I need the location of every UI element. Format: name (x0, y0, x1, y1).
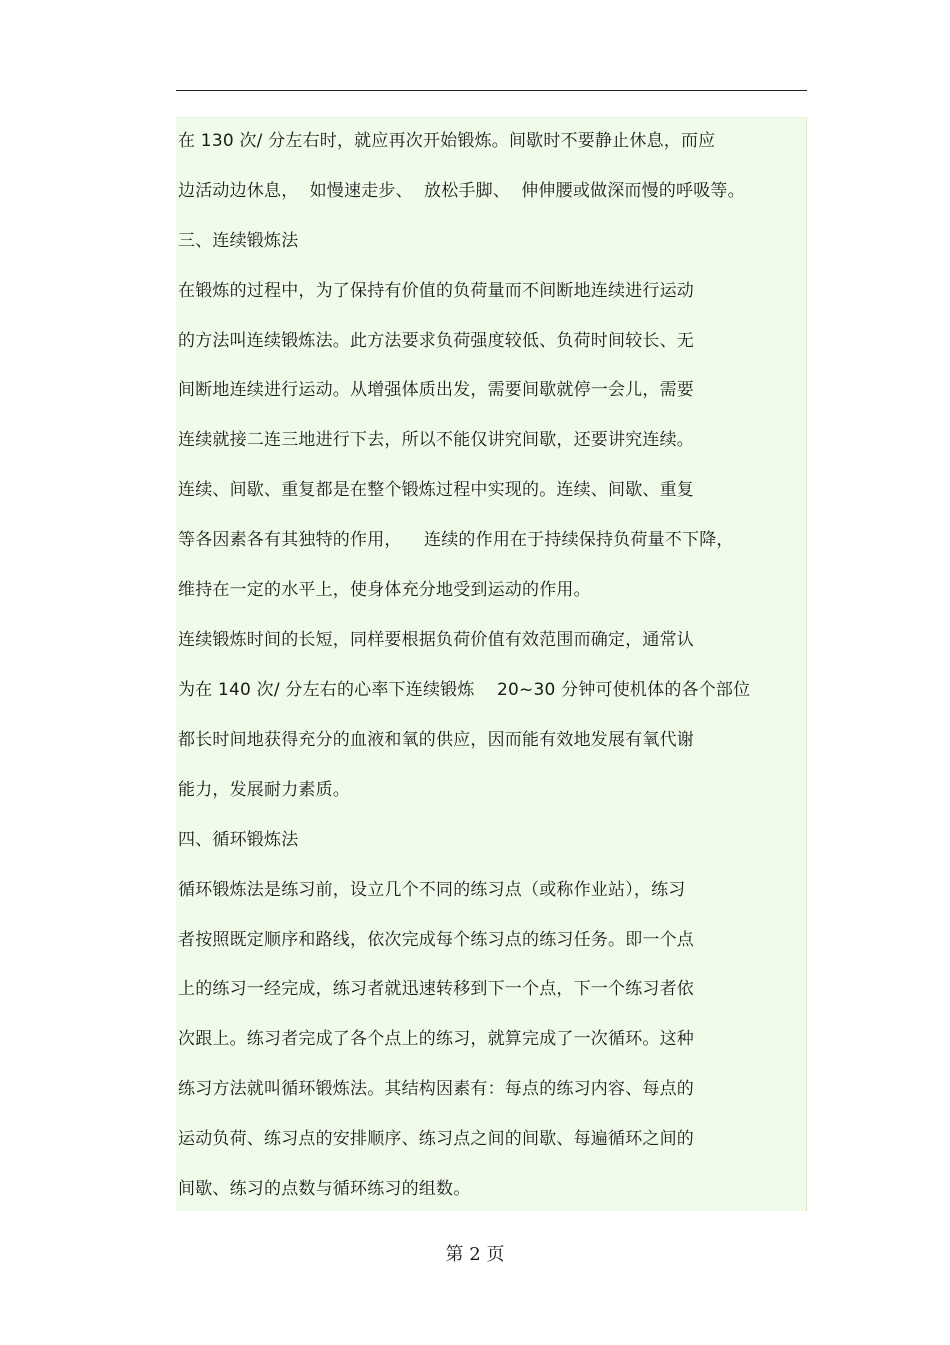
page-number: 第 2 页 (445, 1244, 505, 1265)
paragraph-line: 运动负荷、练习点的安排顺序、练习点之间的间歇、每遍循环之间的 (178, 1129, 694, 1149)
section-heading: 四、循环锻炼法 (178, 830, 299, 850)
paragraph-line: 者按照既定顺序和路线，依次完成每个练习点的练习任务。即一个点 (178, 930, 694, 950)
paragraph-line: 在 130 次/ 分左右时，就应再次开始锻炼。间歇时不要静止休息，而应 (178, 131, 716, 151)
paragraph-line: 都长时间地获得充分的血液和氧的供应，因而能有效地发展有氧代谢 (178, 730, 694, 750)
paragraph-line: 连续、间歇、重复都是在整个锻炼过程中实现的。连续、间歇、重复 (178, 480, 694, 500)
paragraph-line: 间歇、练习的点数与循环练习的组数。 (178, 1179, 471, 1199)
paragraph-line: 能力，发展耐力素质。 (178, 780, 350, 800)
paragraph-line: 循环锻炼法是练习前，设立几个不同的练习点（或称作业站），练习 (178, 880, 686, 900)
paragraph-line: 的方法叫连续锻炼法。此方法要求负荷强度较低、负荷时间较长、无 (178, 331, 694, 351)
paragraph-line: 上的练习一经完成，练习者就迅速转移到下一个点，下一个练习者依 (178, 979, 694, 999)
paragraph-line: 间断地连续进行运动。从增强体质出发，需要间歇就停一会儿，需要 (178, 380, 694, 400)
header-rule (176, 90, 807, 91)
paragraph-line: 次跟上。练习者完成了各个点上的练习，就算完成了一次循环。这种 (178, 1029, 694, 1049)
paragraph-line: 等各因素各有其独特的作用， 连续的作用在于持续保持负荷量不下降， (178, 530, 734, 550)
paragraph-line: 连续就接二连三地进行下去，所以不能仅讲究间歇，还要讲究连续。 (178, 430, 694, 450)
paragraph-line: 在锻炼的过程中，为了保持有价值的负荷量而不间断地连续进行运动 (178, 281, 694, 301)
paragraph-line: 边活动边休息， 如慢速走步、 放松手脚、 伸伸腰或做深而慢的呼吸等。 (178, 181, 745, 201)
section-heading: 三、连续锻炼法 (178, 231, 299, 251)
paragraph-line: 为在 140 次/ 分左右的心率下连续锻炼 20~30 分钟可使机体的各个部位 (178, 680, 751, 700)
paragraph-line: 练习方法就叫循环锻炼法。其结构因素有：每点的练习内容、每点的 (178, 1079, 694, 1099)
paragraph-line: 维持在一定的水平上，使身体充分地受到运动的作用。 (178, 580, 591, 600)
paragraph-line: 连续锻炼时间的长短，同样要根据负荷价值有效范围而确定，通常认 (178, 630, 694, 650)
